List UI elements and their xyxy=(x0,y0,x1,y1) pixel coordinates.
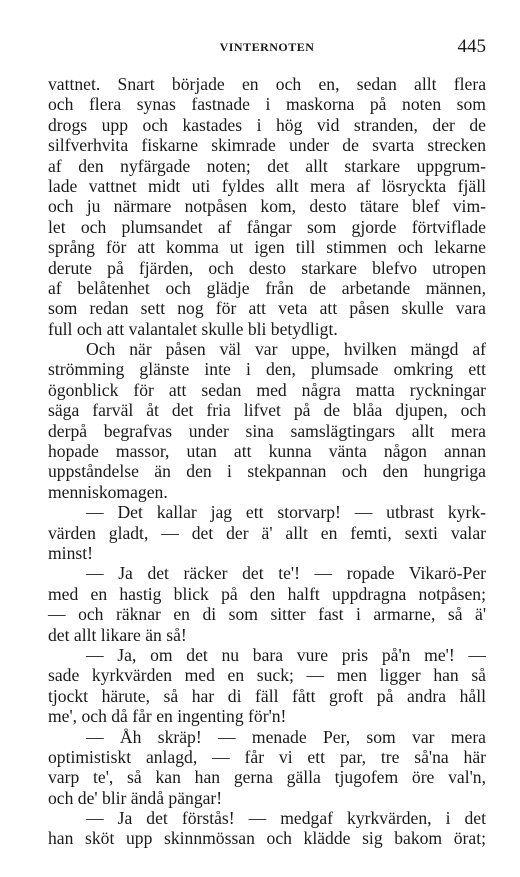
text-line: med en hastig blick på den halft uppdragna notpåsen; xyxy=(48,583,486,604)
text-line: — Åh skräp! — menade Per, som var mera xyxy=(86,726,486,747)
text-line: varp te', så kan han gerna gälla tjugofem öre val'n, xyxy=(48,767,486,788)
running-title: VINTERNOTEN xyxy=(219,40,315,54)
text-line: säga farväl åt det fria lifvet på de blåa djupen, och xyxy=(48,400,486,421)
text-line: det allt likare än så! xyxy=(48,624,187,645)
text-line: af den nyfärgade noten; det allt starkare uppgrum- xyxy=(48,155,486,176)
text-line: let och plumsandet af fångar som gjorde förtviflade xyxy=(48,216,486,237)
text-line: sade kyrkvärden med en suck; — men ligger han så xyxy=(48,665,486,686)
text-line: drogs upp och kastades i hög vid stranden, der de xyxy=(48,114,486,135)
text-line: Och när påsen väl var uppe, hvilken mängd af xyxy=(86,339,486,360)
text-line: värden gladt, — det der ä' allt en femti, sexti valar xyxy=(48,522,486,543)
text-line: — Ja det förstås! — medgaf kyrkvärden, i det xyxy=(86,808,486,829)
text-line: silfverhvita fiskarne skimrade under de svarta strecken xyxy=(48,135,486,156)
text-line: minst! xyxy=(48,542,93,563)
text-line: tjockt härute, så har di fäll fått groft på andra håll xyxy=(48,685,486,706)
text-line: som redan sett nog för att veta att påsen skulle vara xyxy=(48,298,486,319)
text-line: derute på fjärden, och desto starkare blefvo utropen xyxy=(48,257,486,278)
text-line: optimistiskt anlagd, — får vi ett par, tre så'na här xyxy=(48,746,486,767)
text-line: — Det kallar jag ett storvarp! — utbrast kyrk- xyxy=(86,502,486,523)
text-line: och flera synas fastnade i maskorna på noten som xyxy=(48,94,486,115)
text-line: — och räknar en di som sitter fast i armarne, så ä' xyxy=(48,604,486,625)
text-line: och de' blir ändå pängar! xyxy=(48,787,223,808)
text-line: lade vattnet midt uti fyldes allt mera af lösryckta fjäll xyxy=(48,175,486,196)
text-line: vattnet. Snart började en och en, sedan allt flera xyxy=(48,74,486,94)
text-line: strömming glänste inte i den, plumsade omkring ett xyxy=(48,359,486,380)
text-line: menniskomagen. xyxy=(48,481,168,502)
text-line: derpå begrafvas under sina samslägtingars allt mera xyxy=(48,420,486,441)
text-line: — Ja det räcker det te'! — ropade Vikarö-Per xyxy=(86,563,486,584)
running-head xyxy=(48,38,486,58)
text-line: ögonblick för att sedan med några matta ryckningar xyxy=(48,379,486,400)
text-line: — Ja, om det nu bara vure pris på'n me'! — xyxy=(86,644,486,665)
text-line: språng för att komma ut igen till stimmen och lekarne xyxy=(48,237,486,258)
body-text xyxy=(48,74,486,849)
text-line: och ju närmare notpåsen kom, desto tätare blef vim- xyxy=(48,196,486,217)
text-line: uppståndelse än den i stekpannan och den hungriga xyxy=(48,461,486,482)
text-line: me', och då får en ingenting för'n! xyxy=(48,706,287,727)
text-line: han sköt upp skinnmössan och klädde sig bakom örat; xyxy=(48,828,486,849)
page-number: 445 xyxy=(457,36,486,57)
text-line: full och att valantalet skulle bli betydligt. xyxy=(48,318,338,339)
text-line: hopade massor, utan att kunna vänta någon annan xyxy=(48,441,486,462)
text-line: af belåtenhet och glädje från de arbetande männen, xyxy=(48,277,486,298)
